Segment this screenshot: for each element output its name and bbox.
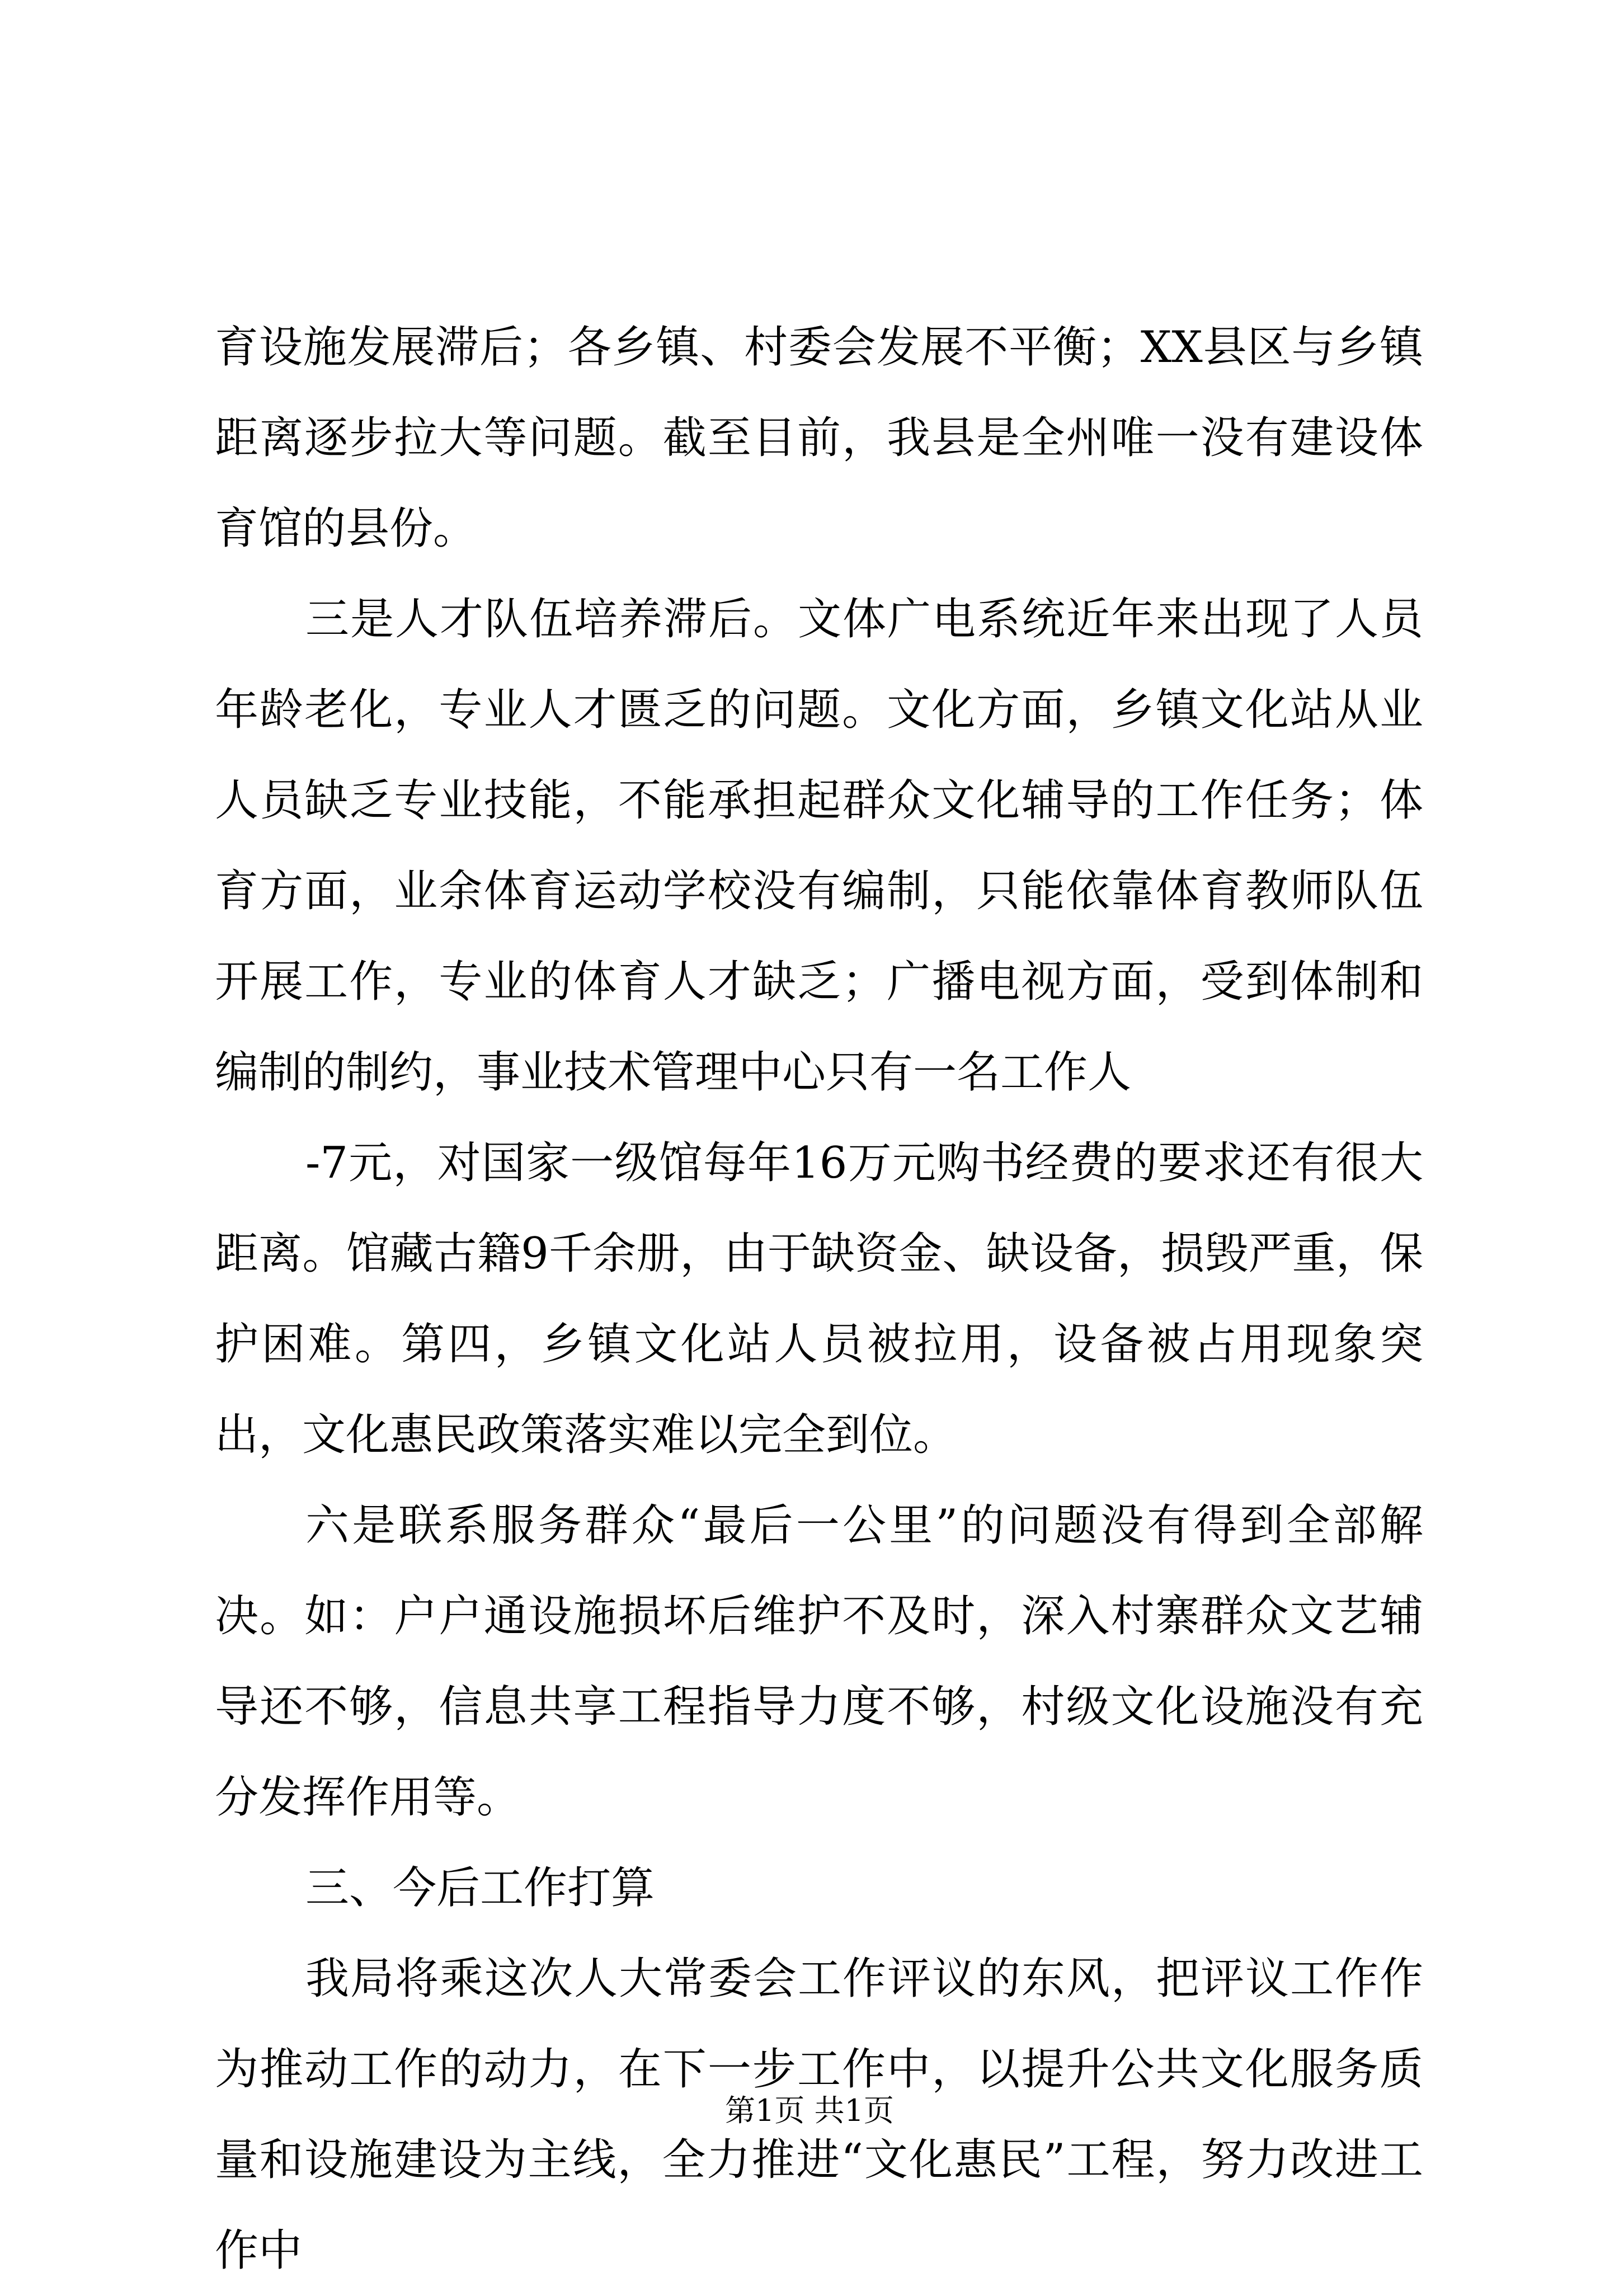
document-body	[215, 302, 1423, 2296]
section-heading: 三、今后工作打算	[305, 1863, 655, 1913]
page-footer: 第1页 共1页	[725, 2093, 894, 2128]
paragraph-facility-gap: 育设施发展滞后；各乡镇、村委会发展不平衡；XX县区与乡镇距离逐步拉大等问题。截至目前，我县是全州唯一没有建设体育馆的县份。	[215, 322, 1423, 554]
paragraph-talent-shortage: 三是人才队伍培养滞后。文体广电系统近年来出现了人员年龄老化，专业人才匮乏的问题。文化方面，乡镇文化站从业人员缺乏专业技能，不能承担起群众文化辅导的工作任务；体育方面，业余体育运动学校没有编制，只能依靠体育教师队伍开展工作，专业的体育人才缺乏；广播电视方面，受到体制和编制的制约，事业技术管理中心只有一名工作人	[215, 594, 1423, 1098]
paragraph-future-plan: 我局将乘这次人大常委会工作评议的东风，把评议工作作为推动工作的动力，在下一步工作中，以提升公共文化服务质量和设施建设为主线，全力推进“文化惠民”工程，努力改进工作中	[215, 1954, 1423, 2276]
paragraph-library-funding: -7元，对国家一级馆每年16万元购书经费的要求还有很大距离。馆藏古籍9千余册，由于缺资金、缺设备，损毁严重，保护困难。第四，乡镇文化站人员被拉用，设备被占用现象突出，文化惠民政策落实难以完全到位。	[215, 1138, 1423, 1460]
paragraph-last-mile: 六是联系服务群众“最后一公里”的问题没有得到全部解决。如：户户通设施损坏后维护不及时，深入村寨群众文艺辅导还不够，信息共享工程指导力度不够，村级文化设施没有充分发挥作用等。	[215, 1500, 1423, 1823]
